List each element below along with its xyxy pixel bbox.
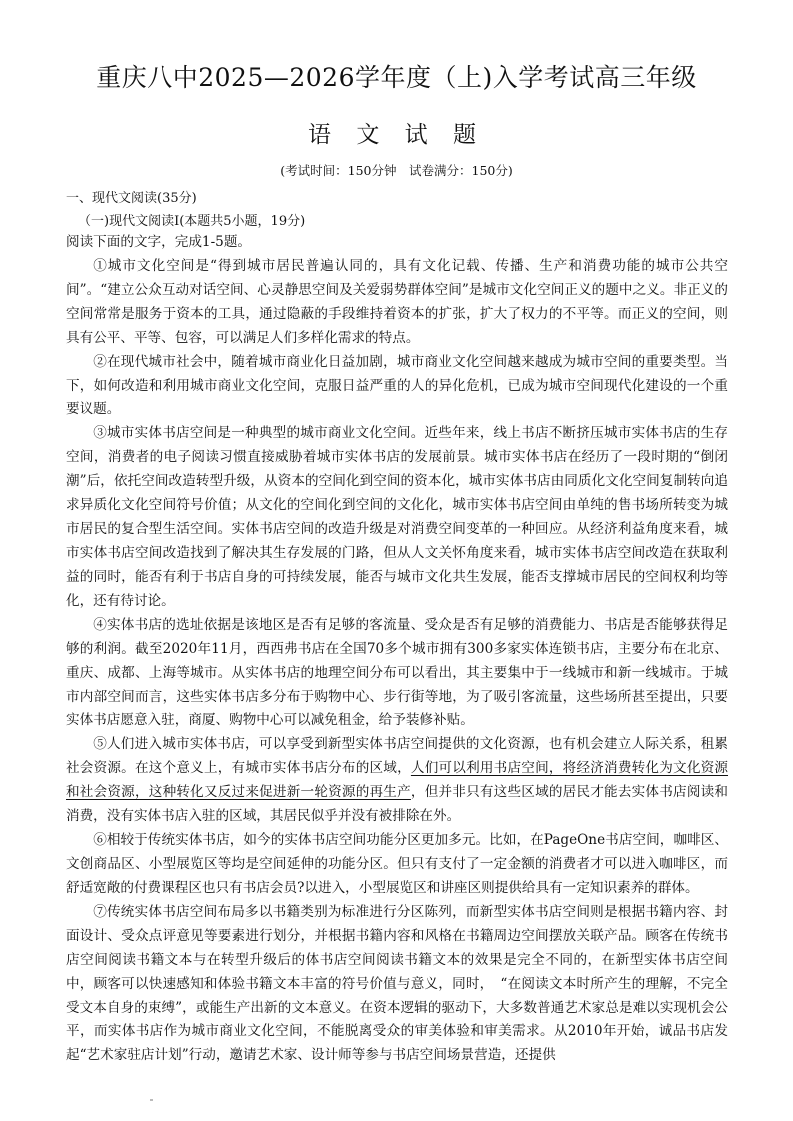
paragraph-3: ③城市实体书店空间是一种典型的城市商业文化空间。近些年来，线上书店不断挤压城市实体书店的生存空间，消费者的电子阅读习惯直接威胁着城市实体书店的发展前景。城市实体书店在经历了一段时期的“倒闭潮”后，依托空间改造转型升级，从资本的空间化到空间的资本化，城市实体书店由同质化文化空间复制转向追求异质化文化空间符号价值；从文化的空间化到空间的文化化，城市实体书店空间由单纯的售书场所转变为城市居民的复合型生活空间。实体书店空间的改造升级是对消费空间变革的一种回应。从经济利益角度来看，城市实体书店空间改造找到了解决其生存发展的门路，但从人文关怀角度来看，城市实体书店空间改造在获取利益的同时，能否有利于书店自身的可持续发展，能否与城市文化共生发展，能否支撑城市居民的空间权利均等化，还有待讨论。 <box>66 425 728 609</box>
section-heading: 一、现代文阅读(35分) <box>66 191 197 206</box>
passage-body <box>66 231 728 1068</box>
paragraph-7: ⑦传统实体书店空间布局多以书籍类别为标准进行分区陈列，而新型实体书店空间则是根据书籍内容、封面设计、受众点评意见等要素进行划分，并根据书籍内容和风格在书籍周边空间摆放关联产品。顾客在传统书店空间阅读书籍文本与在转型升级后的体书店空间阅读书籍文本的效果是完全不同的，在新型实体书店空间中，顾客可以快速感知和体验书籍文本丰富的符号价值与意义，同时， “在阅读文本时所产生的理解，不完全受文本自身的束缚”，或能生产出新的文本意义。在资本逻辑的驱动下，大多数普通艺术家总是难以实现机会公平，而实体书店作为城市商业文化空间，不能脱离受众的审美体验和审美需求。从2010年开始，诚品书店发起“艺术家驻店计划”行动，邀请艺术家、设计师等参与书店空间场景营造，还提供 <box>66 903 728 1064</box>
exam-title: 重庆八中2025—2026学年度（上)入学考试高三年级 <box>96 63 697 92</box>
subject-title: 语 文 试 题 <box>308 122 485 148</box>
paragraph-5-part-b: ，但并非只有这些区域的居民才能去实体书店阅读和消费，没有实体书店入驻的区域，其居民似乎并没有被排除在外。 <box>66 784 729 825</box>
underlined-sentence: 人们可以利用书店空间，将经济消费转化为文化资源和社会资源，这种转化又反过来促进新一轮资源的再生产 <box>66 760 729 801</box>
reading-instruction: 阅读下面的文字，完成1-5题。 <box>66 234 252 250</box>
paragraph-5-part-a: ⑤人们进入城市实体书店，可以享受到新型实体书店空间提供的文化资源，也有机会建立人际关系，租累社会资源。在这个意义上，有城市实体书店分布的区域， <box>66 736 728 777</box>
paragraph-2: ②在现代城市社会中，随着城市商业化日益加剧，城市商业文化空间越来越成为城市空间的重要类型。当下，如何改造和利用城市商业文化空间，克服日益严重的人的异化危机，已成为城市空间现代化建设的一个重要议题。 <box>66 353 728 418</box>
paragraph-4: ④实体书店的选址依据是该地区是否有足够的客流量、受众是否有足够的消费能力、书店是否能够获得足够的利润。截至2020年11月，西西弗书店在全国70多个城市拥有300多家实体连锁书店，主要分布在北京、重庆、成都、上海等城市。从实体书店的地理空间分布可以看出，其主要集中于一线城市和新一线城市。于城市内部空间而言，这些实体书店多分布于购物中心、步行街等地，为了吸引客流量，这些场所甚至提出，只要实体书店愿意入驻，商厦、购物中心可以减免租金，给予装修补贴。 <box>66 616 728 729</box>
paragraph-1: ①城市文化空间是“得到城市居民普遍认同的，具有文化记载、传播、生产和消费功能的城市公共空间”。“建立公众互动对话空间、心灵静思空间及关爱弱势群体空间”是城市文化空间正义的题中之义。非正义的空间常常是服务于资本的工具，通过隐蔽的手段维持着资本的扩张，扩大了权力的不平等。而正义的空间，则具有公平、平等、包容，可以满足人们多样化需求的特点。 <box>66 257 728 346</box>
paragraph-5 <box>66 733 728 829</box>
paragraph-6: ⑥相较于传统实体书店，如今的实体书店空间功能分区更加多元。比如，在PageOne书店空间，咖啡区、文创商品区、小型展览区等均是空间延伸的功能分区。但只有支付了一定金额的消费者才可以进入咖啡区，而舒适宽敞的付费课程区也只有书店会员?以进入，小型展览区和讲座区则提供给具有一定知识素养的群体。 <box>66 832 728 896</box>
scan-speck <box>150 1099 153 1101</box>
sub-section-heading: （一)现代文阅读Ⅰ(本题共5小题，19分) <box>78 214 306 229</box>
exam-info: (考试时间：150分钟 试卷满分：150分) <box>280 163 513 178</box>
